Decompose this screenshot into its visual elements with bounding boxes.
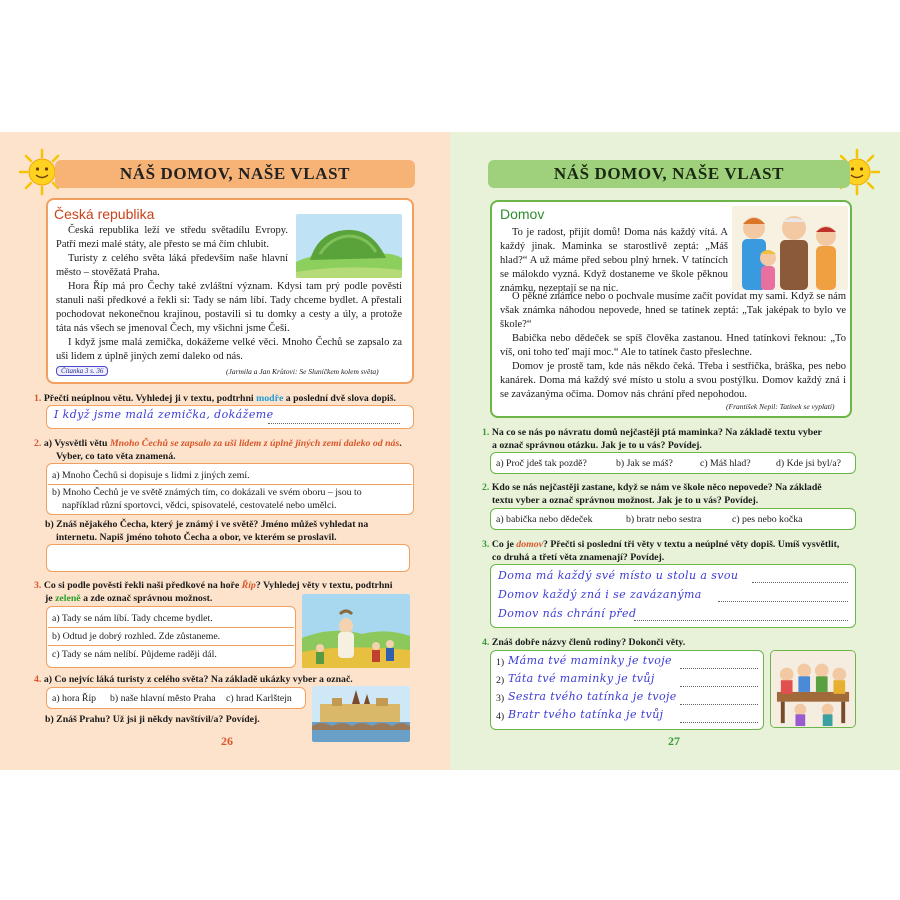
- question-4: 4. Znáš dobře názvy členů rodiny? Dokonči věty.: [482, 637, 686, 648]
- question-4a: 4. a) Co nejvíc láká turisty z celého světa? Na základě ukázky vyber a označ.: [34, 674, 353, 685]
- article-paragraph: I když jsme malá zemička, dokážeme velké věci. Mnoho Čechů se zapsalo za uši lidem z úplně jiných zemí daleko od nás.: [56, 337, 402, 362]
- page-number: 27: [668, 734, 680, 748]
- handwritten-answer: Máma tvé maminky je tvoje: [508, 654, 672, 667]
- question-3: 3. Co si podle pověsti řekli naši předkové na hoře Říp? Vyhledej věty v textu, podtrhni: [34, 580, 393, 591]
- option-c[interactable]: c) Máš hlad?: [700, 458, 751, 469]
- handwritten-answer: Domov nás chrání před: [498, 607, 637, 620]
- textbook-reference-badge: Čítanka 3 s. 36: [56, 366, 108, 376]
- question-2b: b) Znáš nějakého Čecha, který je známý i ve světě? Jméno můžeš vyhledat na: [45, 519, 369, 530]
- handwritten-answer: Doma má každý své místo u stolu a svou: [498, 569, 739, 582]
- option-a[interactable]: a) babička nebo dědeček: [496, 514, 593, 525]
- handwritten-answer: Táta tvé maminky je tvůj: [508, 672, 655, 685]
- question-number: 3.: [34, 580, 42, 591]
- family-table-illustration: [770, 650, 856, 728]
- family-illustration: [732, 206, 848, 290]
- divider: [48, 484, 412, 485]
- item-number: 3): [496, 693, 505, 704]
- article-heading: Česká republika: [54, 206, 155, 222]
- answer-line[interactable]: [680, 668, 758, 669]
- question-1: 1. Na co se nás po návratu domů nejčastěji ptá maminka? Na základě textu vyber: [482, 427, 822, 438]
- article-paragraph: O pěkné známce nebo o pochvale musíme začít povídat my sami. Když se nám však známka náhodou nepovede, hned se tatínek zeptá: „Tak jaképak to bylo ve škole?“: [500, 291, 846, 330]
- legend-illustration: [302, 594, 410, 668]
- option-c[interactable]: c) hrad Karlštejn: [226, 693, 292, 704]
- handwritten-answer: Bratr tvého tatínka je tvůj: [508, 708, 664, 721]
- page-number: 26: [221, 734, 233, 748]
- article-paragraph: Babička nebo dědeček se spíš člověka zastanou. Hned tatínkovi řeknou: „To víš, oni toho teď mají moc.“ Ale to tatínek často přeslechne.: [500, 333, 846, 358]
- answer-line[interactable]: [634, 620, 848, 621]
- question-text: je zeleně a zde označ správnou možnost.: [45, 593, 213, 604]
- hill-illustration: [296, 214, 402, 278]
- page-title: NÁŠ DOMOV, NAŠE VLAST: [488, 160, 850, 188]
- question-number: 2.: [34, 438, 42, 449]
- item-number: 4): [496, 711, 505, 722]
- option-a[interactable]: a) hora Říp: [52, 693, 97, 704]
- question-number: 3.: [482, 539, 490, 550]
- question-2: 2. Kdo se nás nejčastěji zastane, když se nám ve škole něco nepovede? Na základě: [482, 482, 822, 493]
- option-d[interactable]: d) Kde jsi byl/a?: [776, 458, 842, 469]
- article-credit: (Jarmila a Jan Krůtovi: Se Sluníčkem kolem světa): [226, 367, 379, 376]
- divider: [48, 645, 294, 646]
- answer-box[interactable]: [46, 544, 410, 572]
- option-b[interactable]: b) bratr nebo sestra: [626, 514, 702, 525]
- question-4b: b) Znáš Prahu? Už jsi ji někdy navštívil/a? Povídej.: [45, 714, 260, 725]
- article-heading: Domov: [500, 206, 545, 222]
- article-credit: (František Nepil: Tatínek se vyplatí): [726, 402, 835, 411]
- answer-line[interactable]: [718, 601, 848, 602]
- option-a[interactable]: a) Mnoho Čechů si dopisuje s lidmi z jiných zemí.: [52, 470, 250, 481]
- page-title: NÁŠ DOMOV, NAŠE VLAST: [55, 160, 415, 188]
- question-text: textu vyber a označ správnou možnost. Jak je to u vás? Povídej.: [492, 495, 759, 506]
- option-b[interactable]: b) Odtud je dobrý rozhled. Zde zůstaneme.: [52, 631, 221, 642]
- article-paragraph: Hora Říp má pro Čechy také zvláštní význam. Kdysi tam prý podle pověsti stanuli naši předkové a řekli si: Tady se nám líbí. Tady chceme bydlet. A přestali pochodovat nekonečnou krajinou, postavili si tu domky a cesty a úly, a protože táta nás všech se jmenoval Čech, my všichni jsme Češi.: [56, 281, 402, 334]
- answer-line[interactable]: [268, 423, 400, 424]
- question-text: internetu. Napiš jméno tohoto Čecha a obor, ve kterém se proslavil.: [56, 532, 337, 543]
- article-paragraph: To je radost, přijít domů! Doma nás každý vítá. A každý jinak. Maminka se starostlivě zeptá: „Máš hlad?“ A už máme před sebou plný hrnek. V tatíncích se málokdo vyzná. Když dostaneme ve škole pěknou známku, nezeptají se na nic.: [500, 227, 728, 294]
- divider: [48, 627, 294, 628]
- question-number: 2.: [482, 482, 490, 493]
- article-paragraph: Česká republika leží ve středu světadílu Evropy. Patří mezi malé státy, ale přesto se má čím chlubit.: [56, 225, 288, 250]
- option-a[interactable]: a) Tady se nám líbí. Tady chceme bydlet.: [52, 613, 213, 624]
- answer-line[interactable]: [680, 704, 758, 705]
- question-3: 3. Co je domov? Přečti si poslední tři věty v textu a neúplné věty dopiš. Umíš vysvětlit,: [482, 539, 840, 550]
- option-c[interactable]: c) Tady se nám nelíbí. Půjdeme raději dál.: [52, 649, 217, 660]
- question-number: 4.: [482, 637, 490, 648]
- answer-line[interactable]: [752, 582, 848, 583]
- option-b-cont: například různí sportovci, vědci, spisovatelé, cestovatelé nebo umělci.: [62, 500, 337, 511]
- handwritten-answer: Domov každý zná i se zavázanýma: [498, 588, 702, 601]
- question-2a: 2. a) Vysvětli větu Mnoho Čechů se zapsalo za uši lidem z úplně jiných zemí daleko od nás.: [34, 438, 402, 449]
- handwritten-answer: Sestra tvého tatínka je tvoje: [508, 690, 677, 703]
- question-number: 4.: [34, 674, 42, 685]
- item-number: 2): [496, 675, 505, 686]
- option-a[interactable]: a) Proč jdeš tak pozdě?: [496, 458, 587, 469]
- question-number: 1.: [482, 427, 490, 438]
- item-number: 1): [496, 657, 505, 668]
- option-b[interactable]: b) naše hlavní město Praha: [110, 693, 216, 704]
- option-c[interactable]: c) pes nebo kočka: [732, 514, 803, 525]
- option-b[interactable]: b) Jak se máš?: [616, 458, 673, 469]
- question-text: co druhá a třetí věta znamenají? Povídej.: [492, 552, 665, 563]
- question-text: a označ správnou otázku. Jak je to u vás? Povídej.: [492, 440, 702, 451]
- question-number: 1.: [34, 393, 42, 404]
- handwritten-answer: I když jsme malá zemička, dokážeme: [54, 408, 274, 421]
- option-b[interactable]: b) Mnoho Čechů je ve světě známých tím, co dokázali ve svém oboru – jsou to: [52, 487, 362, 498]
- article-paragraph: Turisty z celého světa láká především naše hlavní město – stověžatá Praha.: [56, 253, 288, 278]
- answer-line[interactable]: [680, 722, 758, 723]
- question-text: Vyber, co tato věta znamená.: [56, 451, 176, 462]
- question-1: 1. Přečti neúplnou větu. Vyhledej ji v textu, podtrhni modře a poslední dvě slova dopiš.: [34, 393, 397, 404]
- answer-line[interactable]: [680, 686, 758, 687]
- prague-illustration: [312, 686, 410, 742]
- article-paragraph: Domov je prostě tam, kde nás někdo čeká. Třeba i sestřička, bráška, pes nebo kanárek. Doma má každý své místo u stolu a svou postýlku. Domov každý zná i se zavázanýma očima. Domov nás chrání před nepohodou.: [500, 361, 846, 400]
